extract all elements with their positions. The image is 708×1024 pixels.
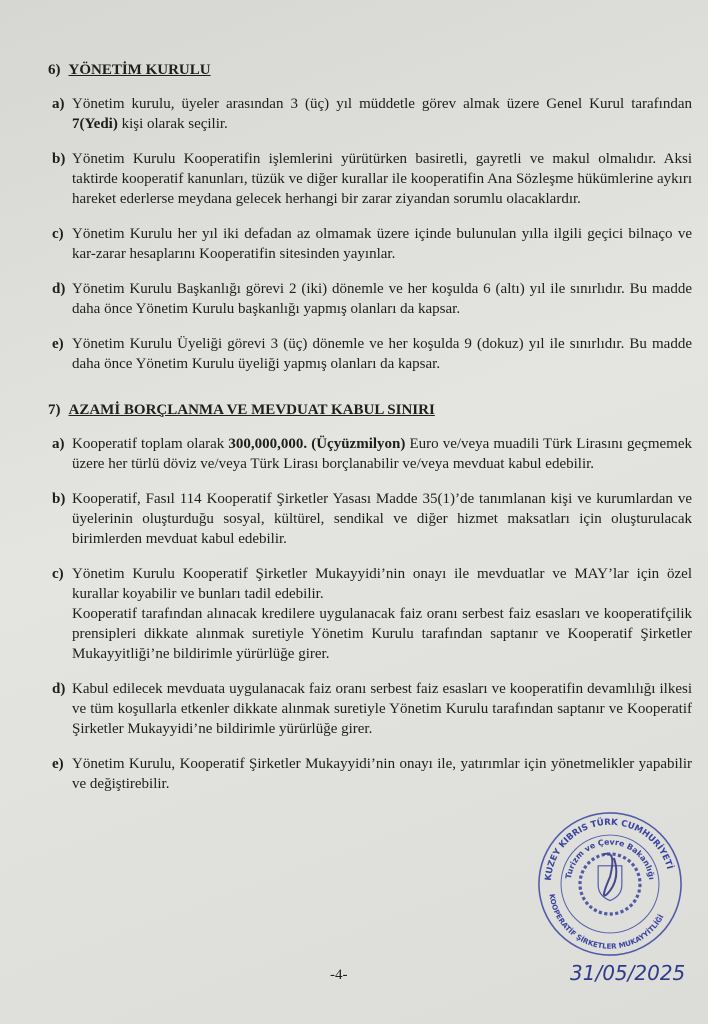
stamp-outer-text: KUZEY KIBRIS TÜRK CUMHURİYETİ xyxy=(543,817,675,882)
item-label: a) xyxy=(52,436,65,452)
item-text: Kooperatif toplam olarak xyxy=(72,436,229,452)
item-text: Kooperatif tarafından alınacak kredilere uygulanacak faiz oranı serbest faiz esasları ve kooperatifçilik prensipleri dikkate alınmak suretiyle Yönetim Kurulu tarafından saptanır ve Kooperatif Şirketler Mukayyitliği’ne bildirimle yürürlüğe girer. xyxy=(72,606,692,662)
item-text-bold: 300,000,000. (Üçyüzmilyon) xyxy=(228,436,406,452)
item-7d xyxy=(52,679,692,739)
item-7c xyxy=(52,564,692,664)
item-label: e) xyxy=(52,336,64,352)
item-label: c) xyxy=(52,566,64,582)
section-title: YÖNETİM KURULU xyxy=(68,62,211,78)
item-6c xyxy=(52,224,692,264)
item-label: b) xyxy=(52,491,66,507)
item-label: e) xyxy=(52,756,64,772)
item-label: c) xyxy=(52,226,64,242)
item-7e xyxy=(52,754,692,794)
svg-text:KOOPERATİF ŞİRKETLER MUKAYYİTL xyxy=(548,893,666,951)
section-number: 7) xyxy=(48,402,61,418)
section-6-heading xyxy=(48,60,692,80)
item-label: a) xyxy=(52,96,65,112)
item-text-bold: 7(Yedi) xyxy=(72,116,118,132)
item-6b xyxy=(52,149,692,209)
item-text: Yönetim Kurulu Kooperatif Şirketler Mukayyidi’nin onayı ile mevduatlar ve MAY’lar için özel kurallar koyabilir ve bunları tadil edebilir. xyxy=(72,566,692,602)
handwritten-date: 31/05/2025 xyxy=(570,961,686,985)
item-text: kişi olarak seçilir. xyxy=(117,116,228,132)
section-number: 6) xyxy=(48,62,61,78)
svg-text:KUZEY KIBRIS TÜRK CUMHURİYETİ xyxy=(544,817,675,881)
item-6e xyxy=(52,334,692,374)
item-text: Yönetim Kurulu her yıl iki defadan az olmamak üzere içinde bulunulan yılla ilgili geçici bilnaço ve kar-zarar hesaplarını Kooperatifin sitesinden yayınlar. xyxy=(72,226,692,262)
item-text: Kabul edilecek mevduata uygulanacak faiz oranı serbest faiz esasları ve kooperatifin devamlılığı ilkesi ve tüm koşullarla etkenler dikkate alınmak suretiyle Yönetim Kurulu tarafından saptanır ve Kooperatif Şirketler Mukayyidi’ne bildirimle yürürlüğe girer. xyxy=(72,681,692,737)
item-7a xyxy=(52,434,692,474)
section-7-heading xyxy=(48,400,692,420)
item-label: d) xyxy=(52,281,66,297)
item-6a xyxy=(52,94,692,134)
item-7b xyxy=(52,489,692,549)
item-text: Euro ve/veya muadili Türk Lirasını geçmemek üzere her türlü döviz ve/veya Türk Lirası borçlanabilir ve/veya mevduat kabul edebilir. xyxy=(72,436,693,472)
stamp-inner-text: Turizm ve Çevre Bakanlığı xyxy=(563,837,657,881)
item-label: d) xyxy=(52,681,66,697)
item-label: b) xyxy=(52,151,66,167)
stamp-bottom-text: KOOPERATİF ŞİRKETLER MUKAYYİTLİĞİ xyxy=(547,893,666,951)
item-text: Yönetim Kurulu Üyeliği görevi 3 (üç) dönemle ve her koşulda 9 (dokuz) yıl ile sınırlıdır. Bu madde daha önce Yönetim Kurulu üyeliği yapmış olanları da kapsar. xyxy=(72,336,692,372)
page-number: -4- xyxy=(330,967,348,983)
item-text: Yönetim Kurulu Başkanlığı görevi 2 (iki) dönemle ve her koşulda 6 (altı) yıl ile sınırlıdır. Bu madde daha önce Yönetim Kurulu başkanlığı yapmış olanları da kapsar. xyxy=(72,281,692,317)
item-6d xyxy=(52,279,692,319)
official-stamp xyxy=(535,809,685,959)
item-text: Yönetim Kurulu, Kooperatif Şirketler Mukayyidi’nin onayı ile, yatırımlar için yönetmelikler yapabilir ve değiştirebilir. xyxy=(72,756,692,792)
item-text: Yönetim kurulu, üyeler arasından 3 (üç) yıl müddetle görev almak üzere Genel Kurul tarafından xyxy=(72,96,692,112)
section-title: AZAMİ BORÇLANMA VE MEVDUAT KABUL SINIRI xyxy=(68,402,435,418)
item-text: Yönetim Kurulu Kooperatifin işlemlerini yürütürken basiretli, gayretli ve makul olmalıdır. Aksi taktirde kooperatif kanunları, tüzük ve diğer kurallar ile kooperatifin Ana Sözleşme hükümlerine aykırı hareket ederlerse meydana gelecek herhangi bir zarar ziyandan sorumlu olacaklardır. xyxy=(72,151,692,207)
item-text: Kooperatif, Fasıl 114 Kooperatif Şirketler Yasası Madde 35(1)’de tanımlanan kişi ve kurumlardan ve üyelerinin oluşturduğu sosyal, kültürel, sendikal ve diğer hizmet maksatları için oluşturulacak birimlerden mevduat kabul edebilir. xyxy=(72,491,692,547)
page-footer xyxy=(0,809,708,994)
